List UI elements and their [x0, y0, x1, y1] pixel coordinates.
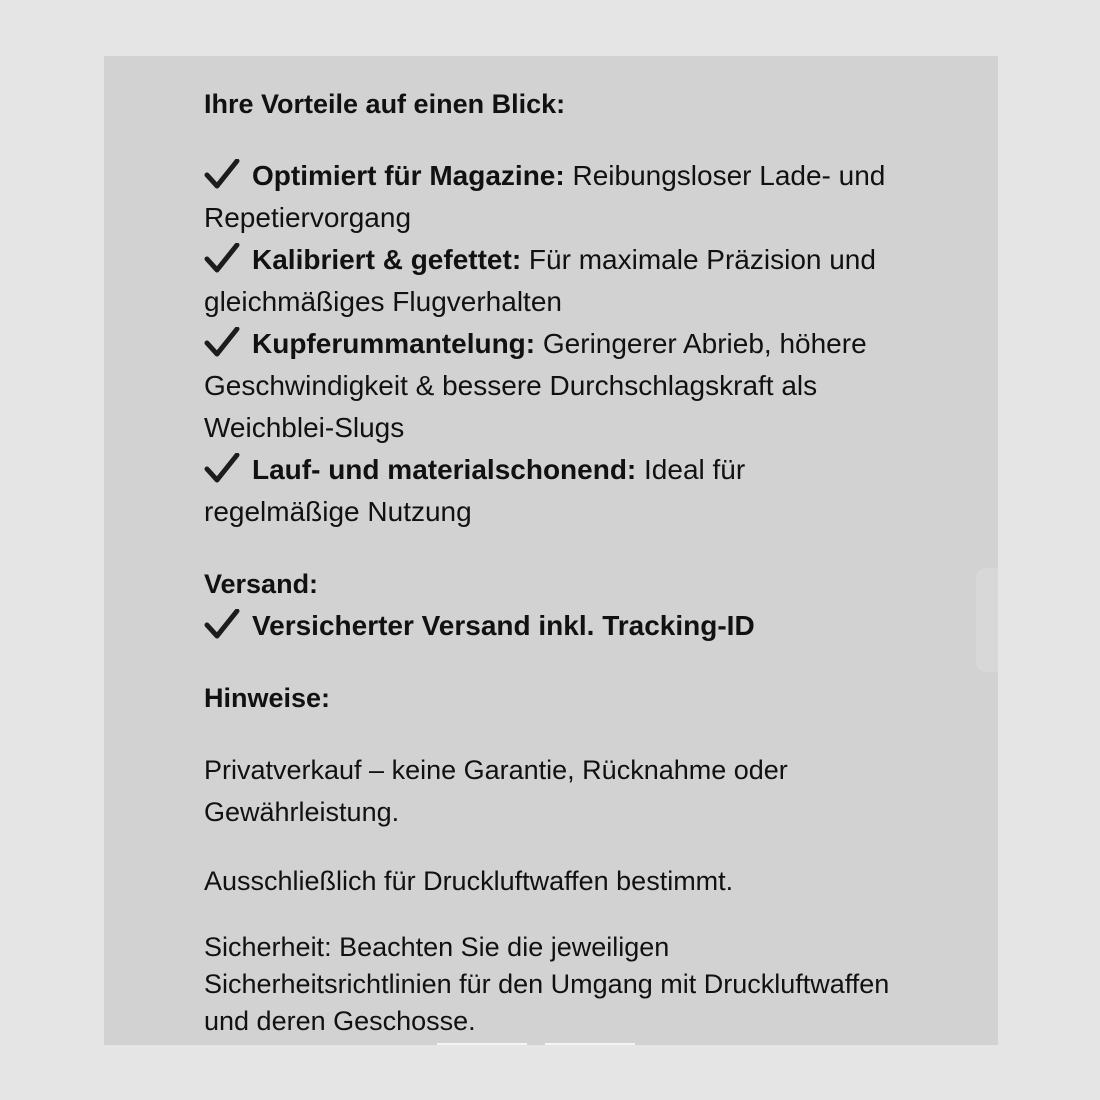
advantage-item-magazine: [204, 155, 894, 239]
check-icon: [204, 609, 240, 639]
listing-description-card: [104, 56, 998, 1045]
advantages-heading: Ihre Vorteile auf einen Blick:: [204, 89, 566, 119]
advantage-item-copper: [204, 323, 894, 449]
note-usage: Ausschließlich für Druckluftwaffen bestimmt.: [204, 866, 734, 896]
advantage-item-calibrated: [204, 239, 894, 323]
divider: [437, 1043, 527, 1045]
advantage-label: Optimiert für Magazine:: [252, 160, 565, 191]
advantage-label: Kalibriert & gefettet:: [252, 244, 522, 275]
shipping-item: [204, 605, 894, 647]
advantage-item-barrel: [204, 449, 894, 533]
advantage-text: Ideal für regelmäßige Nutzung: [204, 454, 746, 527]
note-private-sale: Privatverkauf – keine Garantie, Rücknahme oder Gewährleistung.: [204, 755, 788, 827]
note-safety: Sicherheit: Beachten Sie die jeweiligen Sicherheitsrichtlinien für den Umgang mit Druckluftwaffen und deren Geschosse.: [204, 932, 890, 1036]
check-icon: [204, 327, 240, 357]
notes-heading: Hinweise:: [204, 683, 331, 713]
shipping-text: Versicherter Versand inkl. Tracking-ID: [252, 610, 755, 641]
advantage-text: Geringerer Abrieb, höhere Geschwindigkeit & bessere Durchschlagskraft als Weichblei-Slugs: [204, 328, 867, 443]
advantage-text: Reibungsloser Lade- und Repetiervorgang: [204, 160, 886, 233]
scroll-handle[interactable]: [976, 568, 998, 672]
check-icon: [204, 243, 240, 273]
advantage-label: Lauf- und materialschonend:: [252, 454, 637, 485]
advantage-label: Kupferummantelung:: [252, 328, 536, 359]
check-icon: [204, 453, 240, 483]
advantage-text: Für maximale Präzision und gleichmäßiges Flugverhalten: [204, 244, 876, 317]
divider: [545, 1043, 635, 1045]
shipping-heading: Versand:: [204, 569, 319, 599]
check-icon: [204, 159, 240, 189]
